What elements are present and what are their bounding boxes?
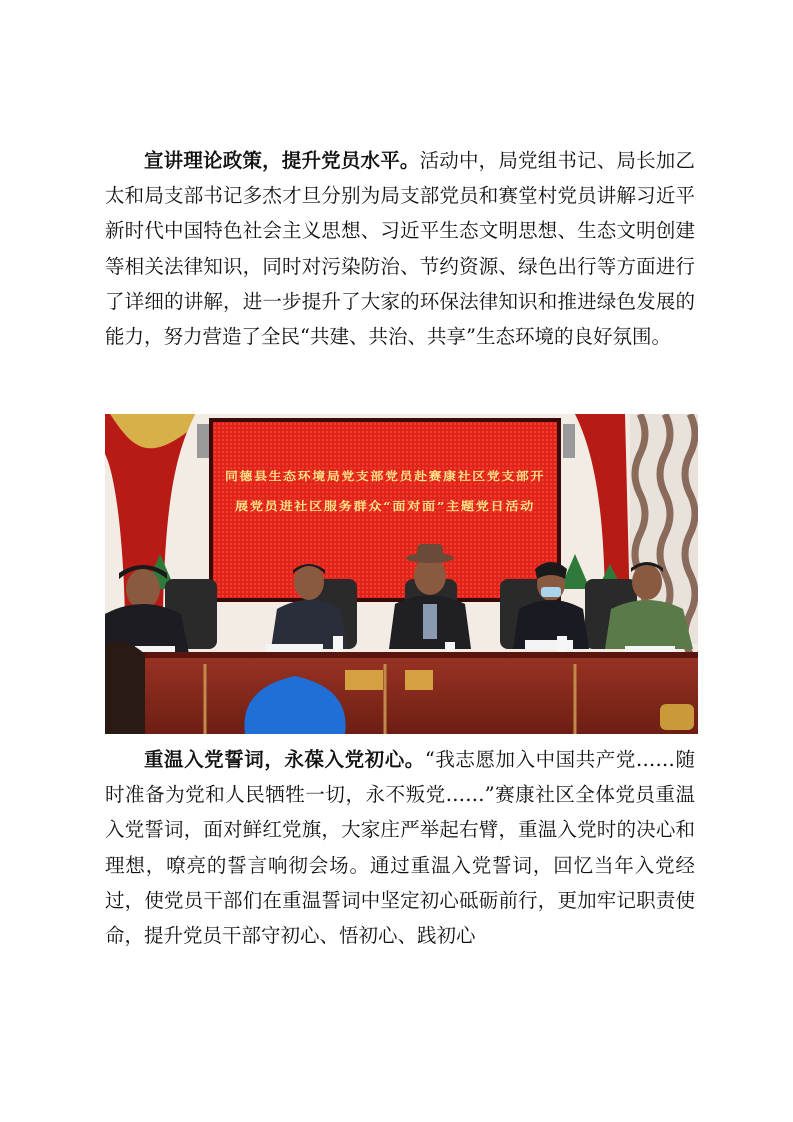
paragraph-policy-lecture [105, 143, 695, 354]
paragraph-lead: 重温入党誓词，永葆入党初心。 [144, 748, 425, 771]
paragraph-lead: 宣讲理论政策，提升党员水平。 [144, 149, 420, 172]
paragraph-body: “我志愿加入中国共产党……随时准备为党和人民牺牲一切，永不叛党……”赛康社区全体党员重温入党誓词，面对鲜红党旗，大家庄严举起右臂，重温入党时的决心和理想，嘹亮的誓言响彻会场。通过重温入党誓词，回忆当年入党经过，使党员干部们在重温誓词中坚定初心砥砺前行，更加牢记职责使命，提升党员干部守初心、悟初心、践初心 [105, 748, 695, 948]
paragraph-oath-review [105, 742, 695, 953]
meeting-photo [105, 414, 698, 734]
banner-line-1: 同德县生态环境局党支部党员赴赛康社区党支部开 [225, 469, 545, 483]
banner-line-2: 展党员进社区服务群众“面对面”主题党日活动 [235, 499, 535, 513]
conference-table [105, 652, 698, 734]
meeting-scene [105, 414, 698, 734]
paragraph-body: 活动中，局党组书记、局长加乙太和局支部书记多杰才旦分别为局支部党员和赛堂村党员讲解习近平新时代中国特色社会主义思想、习近平生态文明思想、生态文明创建等相关法律知识，同时对污染防治、节约资源、绿色出行等方面进行了详细的讲解，进一步提升了大家的环保法律知识和推进绿色发展的能力，努力营造了全民“共建、共治、共享”生态环境的良好氛围。 [105, 149, 695, 349]
